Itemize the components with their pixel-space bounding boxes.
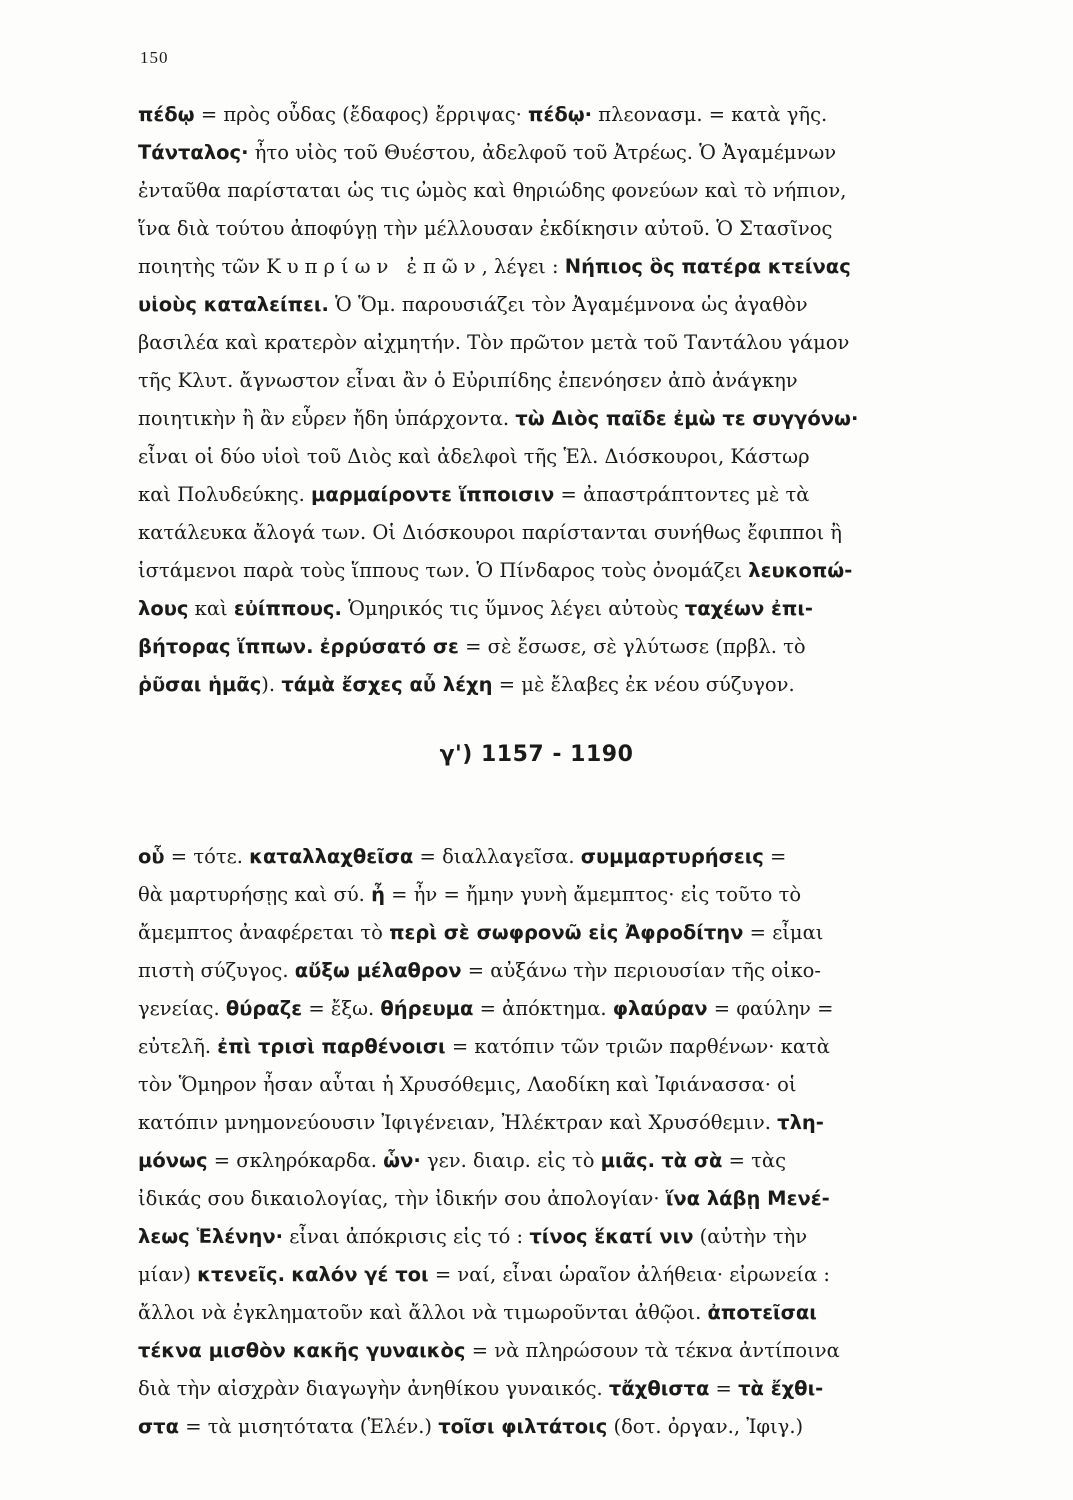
text-line — [138, 476, 1020, 514]
gloss-text: βασιλέα καὶ κρατερὸν αἰχμητήν. Τὸν πρῶτον μετὰ τοῦ Ταντάλου γάμον — [138, 331, 850, 354]
lemma-bold: τοῖσι φιλτάτοις — [438, 1415, 608, 1438]
text-line — [138, 876, 1020, 914]
lemma-bold: αὔξω μέλαθρον — [294, 959, 462, 982]
section-heading: γ') 1157 - 1190 — [439, 742, 634, 767]
lemma-bold: τὰ σὰ — [661, 1149, 723, 1172]
gloss-text: = ἀπαστράπτοντες μὲ τὰ — [554, 483, 810, 506]
lemma-bold: ἦ — [371, 883, 385, 906]
text-line — [138, 362, 1020, 400]
text-line — [138, 990, 1020, 1028]
gloss-text: Ὁμηρικός τις ὕμνος λέγει αὐτοὺς — [341, 597, 685, 620]
lemma-bold: λους — [138, 597, 189, 620]
gloss-text: = νὰ πληρώσουν τὰ τέκνα ἀντίποινα — [465, 1339, 840, 1362]
lemma-bold: πέδῳ — [138, 103, 195, 126]
lemma-bold: μιᾶς. — [600, 1149, 655, 1172]
lemma-bold: ῥῦσαι ἡμᾶς — [138, 673, 262, 696]
lemma-bold: εὐίππους. — [233, 597, 342, 620]
gloss-text: = κατόπιν τῶν τριῶν παρθένων· κατὰ — [445, 1035, 830, 1058]
lemma-bold: ἵνα λάβῃ Μενέ- — [665, 1187, 830, 1210]
gloss-text: ἱστάμενοι παρὰ τοὺς ἵππους των. Ὁ Πίνδαρος τοὺς ὀνομάζει — [138, 559, 749, 582]
lemma-bold: μαρμαίροντε ἵπποισιν — [311, 483, 555, 506]
gloss-text: ). — [261, 673, 282, 696]
text-line — [138, 400, 1020, 438]
gloss-text: = σὲ ἔσωσε, σὲ γλύτωσε (πρβλ. τὸ — [458, 635, 806, 658]
text-line — [138, 286, 1020, 324]
lemma-bold: θήρευμα — [380, 997, 474, 1020]
gloss-text: γεν. διαιρ. εἰς τὸ — [420, 1149, 601, 1172]
lemma-bold: καταλλαχθεῖσα — [249, 845, 414, 868]
lemma-bold: τἄχθιστα — [608, 1377, 710, 1400]
lemma-bold: τίνος ἕκατί νιν — [529, 1225, 694, 1248]
lemma-bold: τέκνα μισθὸν κακῆς γυναικὸς — [138, 1339, 466, 1362]
gloss-text: (αὐτὴν τὴν — [693, 1225, 808, 1248]
page-number: 150 — [140, 48, 169, 67]
text-line — [138, 1294, 1020, 1332]
gloss-text: = ἀπόκτημα. — [473, 997, 613, 1020]
gloss-text: ἄμεμπτος ἀναφέρεται τὸ — [138, 921, 390, 944]
text-line — [138, 1256, 1020, 1294]
text-line — [138, 248, 1020, 286]
gloss-text: ἰδικάς σου δικαιολογίας, τὴν ἰδικήν σου ἀπολογίαν· — [138, 1187, 666, 1210]
gloss-text: θὰ μαρτυρήσῃς καὶ σύ. — [138, 883, 372, 906]
text-line — [138, 590, 1020, 628]
lemma-bold: τάμὰ ἔσχες αὖ λέχη — [281, 673, 493, 696]
lemma-bold: βήτορας ἵππων. — [138, 635, 314, 658]
lemma-bold: οὗ — [138, 845, 165, 868]
gloss-text: εὐτελῆ. — [138, 1035, 218, 1058]
lemma-bold: στα — [138, 1415, 180, 1438]
gloss-text: εἶναι ἀπόκρισις εἰς τό : — [283, 1225, 530, 1248]
gloss-text: ἦτο υἱὸς τοῦ Θυέστου, ἀδελφοῦ τοῦ Ἀτρέως. Ὁ Ἀγαμέμνων — [248, 141, 837, 164]
gloss-text: = αὐξάνω τὴν περιουσίαν τῆς οἰκο- — [461, 959, 821, 982]
gloss-text: εἶναι οἱ δύο υἱοὶ τοῦ Διὸς καὶ ἀδελφοὶ τῆς Ἑλ. Διόσκουροι, Κάστωρ — [138, 445, 810, 468]
text-line — [138, 952, 1020, 990]
gloss-text: = — [763, 845, 787, 868]
commentary-block-2 — [138, 838, 1020, 1446]
lemma-bold: περὶ σὲ σωφρονῶ εἰς Ἀφροδίτην — [389, 921, 744, 944]
lemma-bold: μόνως — [138, 1149, 208, 1172]
gloss-text: = διαλλαγεῖσα. — [413, 845, 581, 868]
lemma-bold: Νήπιος ὃς πατέρα κτείνας — [564, 255, 851, 278]
lemma-bold: τὼ Διὸς παῖδε ἐμὼ τε συγγόνω· — [515, 407, 859, 430]
lemma-bold: φλαύραν — [612, 997, 708, 1020]
gloss-text: = τὰ μισητότατα (Ἑλέν.) — [179, 1415, 439, 1438]
text-line — [138, 1066, 1020, 1104]
gloss-text: , λέγει : — [481, 255, 565, 278]
text-line — [138, 134, 1020, 172]
text-line — [138, 628, 1020, 666]
text-line — [138, 1408, 1020, 1446]
text-line — [138, 552, 1020, 590]
lemma-bold: λεως Ἑλένην· — [138, 1225, 284, 1248]
lemma-bold: ἐπὶ τρισὶ παρθένοισι — [217, 1035, 446, 1058]
gloss-text: = — [709, 1377, 739, 1400]
lemma-bold: ἐρρύσατό σε — [319, 635, 459, 658]
text-line — [138, 838, 1020, 876]
gloss-text: γενείας. — [138, 997, 226, 1020]
gloss-text: = πρὸς οὖδας (ἔδαφος) ἔρριψας· — [194, 103, 529, 126]
text-line — [138, 1332, 1020, 1370]
gloss-text: κατόπιν μνημονεύουσιν Ἰφιγένειαν, Ἠλέκτραν καὶ Χρυσόθεμιν. — [138, 1111, 778, 1134]
lemma-bold: τὰ ἔχθι- — [738, 1377, 824, 1400]
gloss-text: ἐνταῦθα παρίσταται ὡς τις ὠμὸς καὶ θηριώδης φονεύων καὶ τὸ νήπιον, — [138, 179, 847, 202]
gloss-text: = σκληρόκαρδα. — [207, 1149, 384, 1172]
text-line — [138, 210, 1020, 248]
gloss-text: τὸν Ὅμηρον ἦσαν αὗται ἡ Χρυσόθεμις, Λαοδίκη καὶ Ἰφιάνασσα· οἱ — [138, 1073, 797, 1096]
gloss-text: διὰ τὴν αἰσχρὰν διαγωγὴν ἀνηθίκου γυναικός. — [138, 1377, 609, 1400]
gloss-text: καὶ Πολυδεύκης. — [138, 483, 312, 506]
gloss-text: = φαύλην = — [707, 997, 834, 1020]
lemma-bold: υἱοὺς καταλείπει. — [138, 293, 329, 316]
gloss-text: τῆς Κλυτ. ἄγνωστον εἶναι ἂν ὁ Εὐριπίδης ἐπενόησεν ἀπὸ ἀνάγκην — [138, 369, 798, 392]
lemma-bold: θύραζε — [225, 997, 303, 1020]
gloss-text: πιστὴ σύζυγος. — [138, 959, 295, 982]
gloss-text: = ναί, εἶναι ὡραῖον ἀλήθεια· εἰρωνεία : — [428, 1263, 830, 1286]
gloss-text: καὶ — [188, 597, 234, 620]
text-line — [138, 96, 1020, 134]
gloss-text: κατάλευκα ἄλογά των. Οἱ Διόσκουροι παρίστανται συνήθως ἔφιπποι ἢ — [138, 521, 842, 544]
gloss-text: πλεονασμ. = κατὰ γῆς. — [592, 103, 828, 126]
gloss-text: (δοτ. ὀργαν., Ἰφιγ.) — [607, 1415, 804, 1438]
gloss-text: ποιητὴς τῶν — [138, 255, 267, 278]
lemma-bold: ταχέων ἐπι- — [684, 597, 814, 620]
gloss-text: ἵνα διὰ τούτου ἀποφύγῃ τὴν μέλλουσαν ἐκδίκησιν αὐτοῦ. Ὁ Στασῖνος — [138, 217, 833, 240]
gloss-text: = τότε. — [164, 845, 250, 868]
text-line — [138, 1028, 1020, 1066]
spaced-title: Κυπρίων ἐπῶν — [266, 255, 482, 278]
gloss-text: μίαν) — [138, 1263, 198, 1286]
gloss-text: = ἔξω. — [302, 997, 381, 1020]
gloss-text: Ὁ Ὅμ. παρουσιάζει τὸν Ἀγαμέμνονα ὡς ἀγαθὸν — [328, 293, 808, 316]
lemma-bold: λευκοπώ- — [748, 559, 853, 582]
gloss-text: = τὰς — [722, 1149, 787, 1172]
lemma-bold: ἀποτεῖσαι — [707, 1301, 817, 1324]
text-line — [138, 172, 1020, 210]
gloss-text: = μὲ ἔλαβες ἐκ νέου σύζυγον. — [492, 673, 795, 696]
gloss-text: = εἶμαι — [743, 921, 824, 944]
lemma-bold: τλη- — [777, 1111, 824, 1134]
text-line — [138, 1218, 1020, 1256]
text-line — [138, 1180, 1020, 1218]
text-line — [138, 1104, 1020, 1142]
lemma-bold: πέδῳ· — [528, 103, 593, 126]
text-line — [138, 1370, 1020, 1408]
commentary-block-1 — [138, 96, 1020, 704]
text-line — [138, 438, 1020, 476]
lemma-bold: κτενεῖς. — [197, 1263, 286, 1286]
gloss-text: ἄλλοι νὰ ἐγκληματοῦν καὶ ἄλλοι νὰ τιμωροῦνται ἀθῷοι. — [138, 1301, 708, 1324]
text-line — [138, 514, 1020, 552]
text-line — [138, 914, 1020, 952]
gloss-text: = ἦν = ἤμην γυνὴ ἄμεμπτος· εἰς τοῦτο τὸ — [384, 883, 802, 906]
text-line — [138, 1142, 1020, 1180]
lemma-bold: Τάνταλος· — [138, 141, 249, 164]
gloss-text: ποιητικὴν ἢ ἂν εὗρεν ἤδη ὑπάρχοντα. — [138, 407, 516, 430]
lemma-bold: συμμαρτυρήσεις — [580, 845, 764, 868]
text-line — [138, 324, 1020, 362]
lemma-bold: καλόν γέ τοι — [291, 1263, 429, 1286]
lemma-bold: ὧν· — [383, 1149, 421, 1172]
text-line — [138, 666, 1020, 704]
